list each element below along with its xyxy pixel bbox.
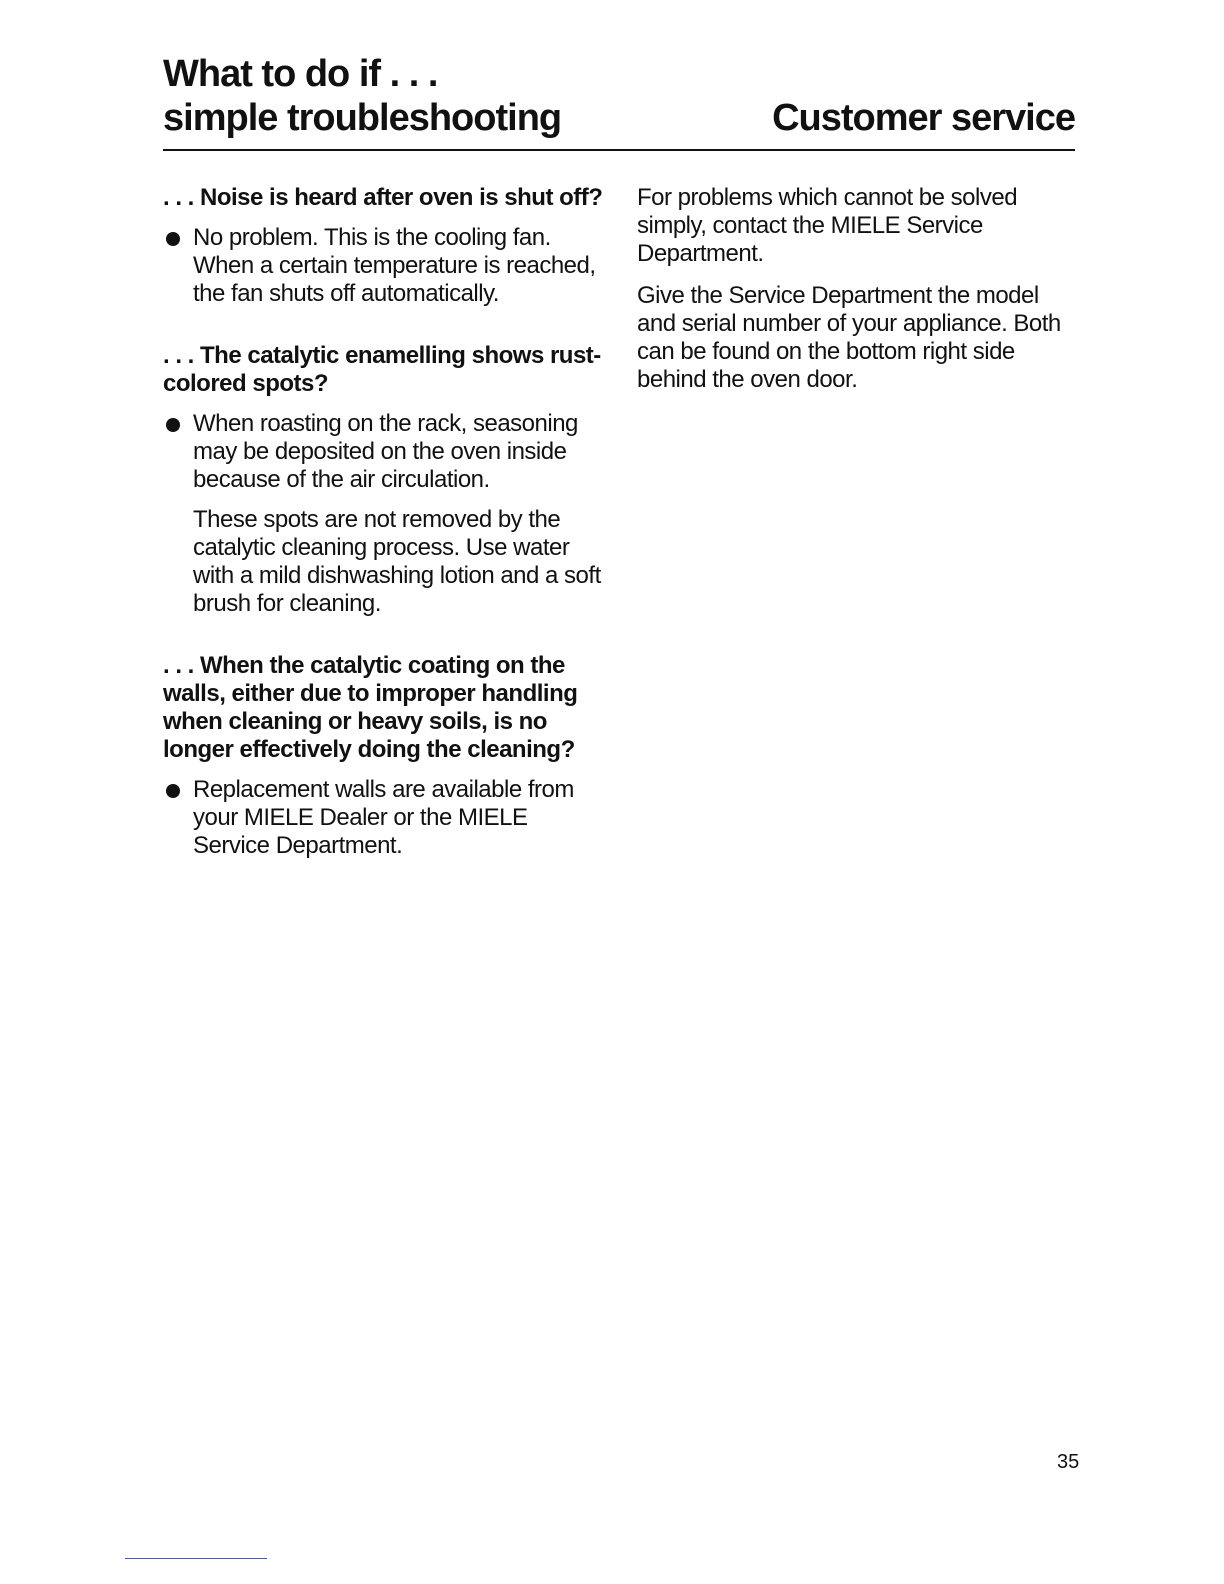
bullet-icon	[166, 418, 180, 432]
title-line-2: simple troubleshooting	[163, 97, 562, 139]
page-number: 35	[1057, 1451, 1080, 1473]
customer-service-column	[637, 184, 1077, 408]
answer-rust-spots	[163, 410, 603, 494]
troubleshooting-column	[163, 184, 603, 872]
answer-rust-spots-text: When roasting on the rack, seasoning may be deposited on the oven inside because of the air circulation.	[193, 410, 578, 493]
question-noise: . . . Noise is heard after oven is shut off?	[163, 184, 603, 211]
header-divider	[163, 149, 1075, 151]
service-paragraph-1: For problems which cannot be solved simply, contact the MIELE Service Department.	[637, 184, 1018, 267]
customer-service-title: Customer service	[772, 97, 1075, 139]
footer-mark	[125, 1558, 267, 1559]
bullet-icon	[166, 784, 180, 798]
answer-rust-spots-extra: These spots are not removed by the catalytic cleaning process. Use water with a mild dishwashing lotion and a soft brush for cleaning.	[193, 506, 601, 617]
service-paragraph-2: Give the Service Department the model and serial number of your appliance. Both can be found on the bottom right side behind the oven door.	[637, 282, 1061, 393]
answer-catalytic-coating-text: Replacement walls are available from your MIELE Dealer or the MIELE Service Department.	[193, 776, 574, 859]
answer-noise	[163, 224, 603, 308]
bullet-icon	[166, 232, 180, 246]
question-catalytic-coating: . . . When the catalytic coating on the walls, either due to improper handling when cleaning or heavy soils, is no longer effectively doing the cleaning?	[163, 652, 578, 763]
answer-catalytic-coating	[163, 776, 603, 860]
section-title	[163, 52, 561, 140]
answer-noise-text: No problem. This is the cooling fan. When a certain temperature is reached, the fan shuts off automatically.	[193, 224, 596, 307]
question-rust-spots: . . . The catalytic enamelling shows rust-colored spots?	[163, 342, 601, 397]
title-line-1: What to do if . . .	[163, 53, 438, 95]
page-header	[163, 52, 1075, 152]
